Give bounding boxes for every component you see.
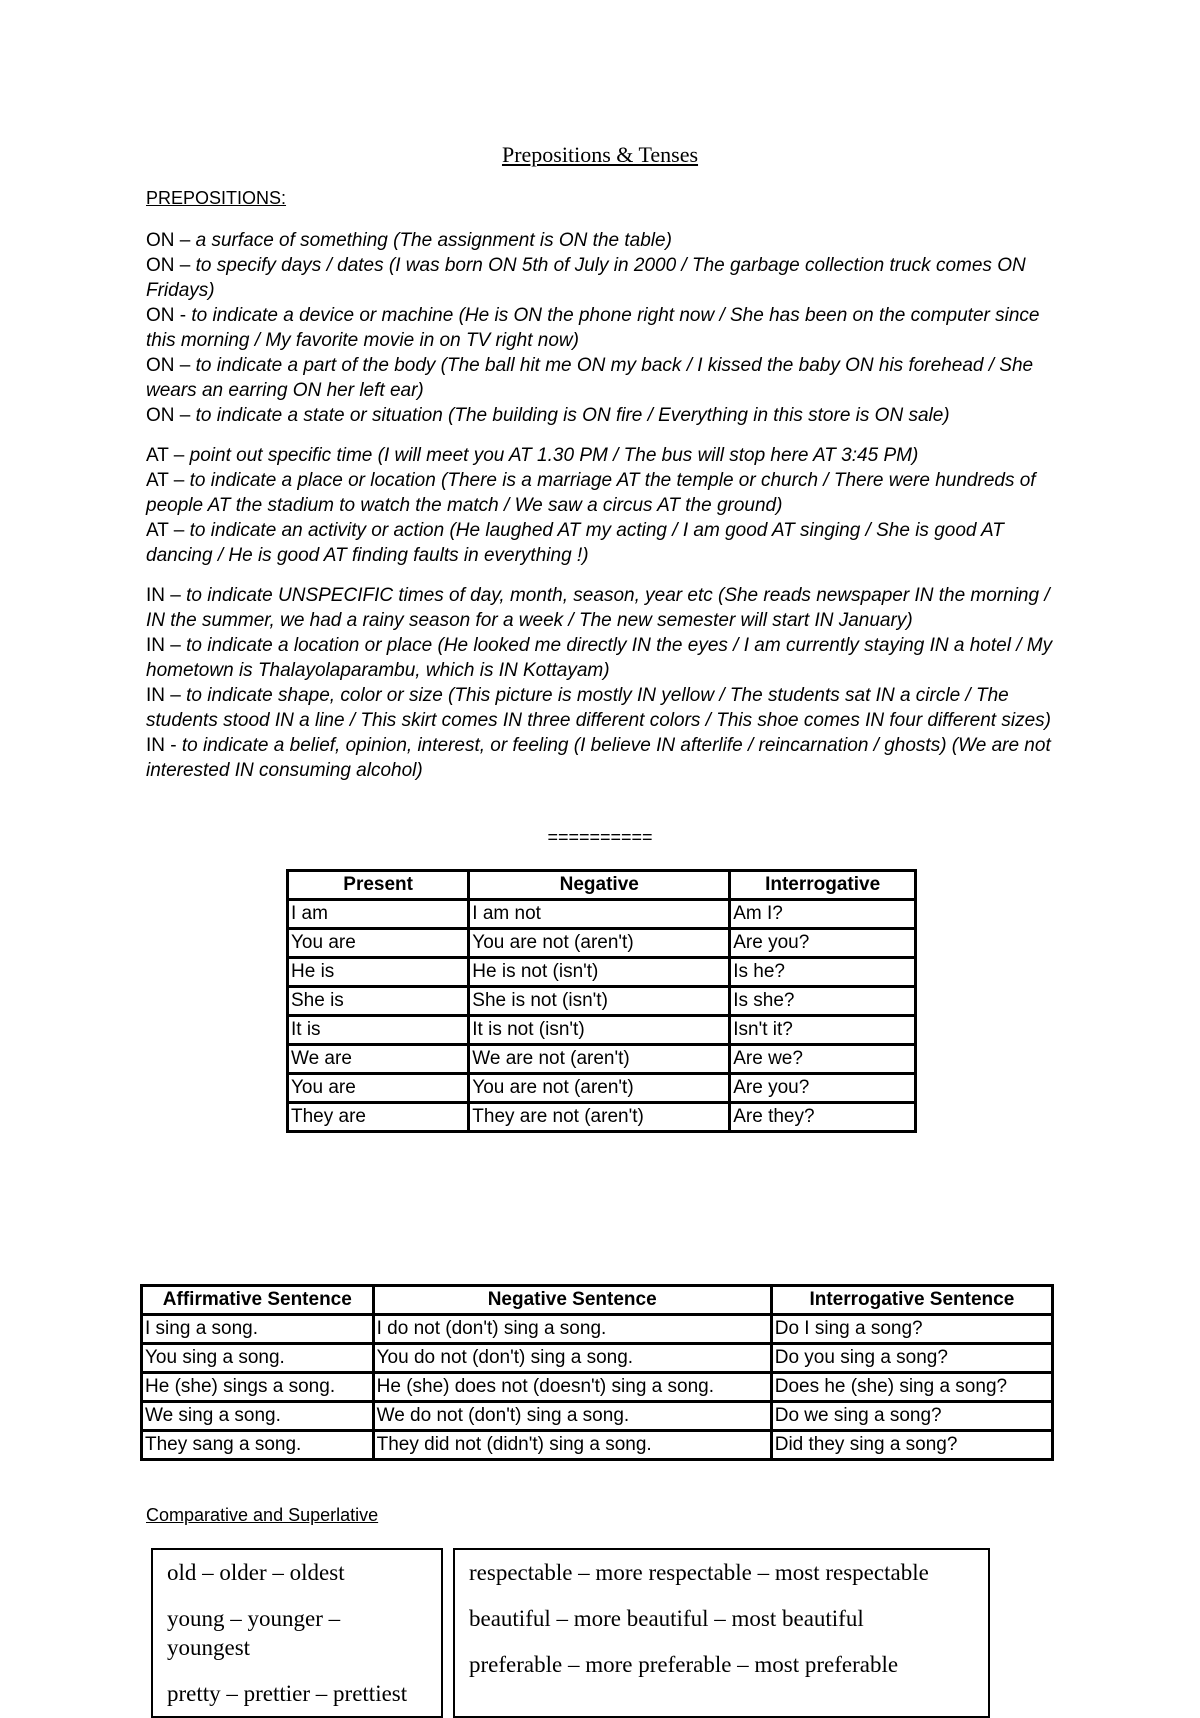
prep-definition: to indicate a place or location (There is a marriage AT the temple or church / There were hundreds of people AT the stadium to watch the match / We saw a circus AT the ground) bbox=[146, 470, 1036, 516]
comparative-entry: young – younger – youngest bbox=[167, 1606, 341, 1660]
prep-separator: - bbox=[165, 735, 182, 756]
prep-separator: – bbox=[174, 405, 196, 426]
table-cell: You are not (aren't) bbox=[469, 929, 730, 958]
prep-separator: – bbox=[165, 685, 187, 706]
prep-group bbox=[146, 228, 1066, 428]
table-cell: I am bbox=[288, 900, 469, 929]
table-cell: Do you sing a song? bbox=[771, 1344, 1052, 1373]
table-cell: We sing a song. bbox=[142, 1402, 374, 1431]
prep-word: AT bbox=[146, 520, 169, 541]
prep-definition: to indicate shape, color or size (This picture is mostly IN yellow / The students sat IN a circle / The students stood IN a line / This skirt comes IN three different colors / This shoe comes IN four different sizes) bbox=[146, 685, 1051, 731]
prep-line bbox=[146, 583, 1066, 633]
table-row bbox=[288, 900, 916, 929]
table-cell: Do we sing a song? bbox=[771, 1402, 1052, 1431]
table-cell: I am not bbox=[469, 900, 730, 929]
table-row bbox=[288, 1045, 916, 1074]
table-cell: You do not (don't) sing a song. bbox=[373, 1344, 771, 1373]
prep-separator: – bbox=[168, 520, 190, 541]
comparative-entry: old – older – oldest bbox=[167, 1560, 345, 1585]
prep-word: ON bbox=[146, 230, 175, 251]
prep-word: ON bbox=[146, 405, 175, 426]
page-title: Prepositions & Tenses bbox=[501, 142, 699, 167]
table-cell: Did they sing a song? bbox=[771, 1431, 1052, 1460]
column-header: Interrogative bbox=[730, 871, 916, 900]
table-cell: He is bbox=[288, 958, 469, 987]
table-row bbox=[288, 929, 916, 958]
prep-line bbox=[146, 443, 1066, 468]
table-cell: We are not (aren't) bbox=[469, 1045, 730, 1074]
table-row bbox=[142, 1431, 1053, 1460]
table-cell: We are bbox=[288, 1045, 469, 1074]
table-cell: They sang a song. bbox=[142, 1431, 374, 1460]
prep-word: IN bbox=[146, 685, 165, 706]
table-row bbox=[288, 958, 916, 987]
table-cell: Do I sing a song? bbox=[771, 1315, 1052, 1344]
prep-word: IN bbox=[146, 735, 165, 756]
prep-line bbox=[146, 683, 1066, 733]
column-header: Negative bbox=[469, 871, 730, 900]
prep-separator: – bbox=[165, 635, 187, 656]
comparative-entry: beautiful – more beautiful – most beautiful bbox=[469, 1606, 864, 1631]
comparative-entry: preferable – more preferable – most preferable bbox=[469, 1652, 899, 1677]
table-cell: Are we? bbox=[730, 1045, 916, 1074]
table-cell: They are bbox=[288, 1103, 469, 1132]
prepositions-heading: PREPOSITIONS: bbox=[146, 188, 287, 208]
table-cell: Isn't it? bbox=[730, 1016, 916, 1045]
prep-line bbox=[146, 518, 1066, 568]
prep-word: IN bbox=[146, 635, 165, 656]
table-row bbox=[288, 1103, 916, 1132]
prep-word: ON bbox=[146, 355, 175, 376]
column-header: Affirmative Sentence bbox=[142, 1286, 374, 1315]
comparative-box-left bbox=[151, 1548, 443, 1718]
table-cell: He (she) sings a song. bbox=[142, 1373, 374, 1402]
table-cell: Is she? bbox=[730, 987, 916, 1016]
tense-table bbox=[286, 869, 917, 1133]
table-cell: I sing a song. bbox=[142, 1315, 374, 1344]
comparative-entry: pretty – prettier – prettiest bbox=[167, 1681, 408, 1706]
table-row bbox=[288, 987, 916, 1016]
prepositions-list bbox=[146, 228, 1066, 798]
column-header: Interrogative Sentence bbox=[771, 1286, 1052, 1315]
table-row bbox=[288, 1016, 916, 1045]
prep-definition: a surface of something (The assignment is ON the table) bbox=[195, 230, 672, 251]
table-cell: You sing a song. bbox=[142, 1344, 374, 1373]
table-cell: Am I? bbox=[730, 900, 916, 929]
prep-definition: to indicate a belief, opinion, interest, or feeling (I believe IN afterlife / reincarnation / ghosts) (We are not interested IN consuming alcohol) bbox=[146, 735, 1051, 781]
table-cell: She is not (isn't) bbox=[469, 987, 730, 1016]
prep-separator: – bbox=[168, 470, 190, 491]
prep-word: ON bbox=[146, 305, 175, 326]
table-cell: He (she) does not (doesn't) sing a song. bbox=[373, 1373, 771, 1402]
prep-word: AT bbox=[146, 445, 169, 466]
table-cell: It is not (isn't) bbox=[469, 1016, 730, 1045]
table-row bbox=[142, 1315, 1053, 1344]
column-header: Negative Sentence bbox=[373, 1286, 771, 1315]
prep-separator: - bbox=[174, 305, 192, 326]
table-cell: Are they? bbox=[730, 1103, 916, 1132]
prep-line bbox=[146, 303, 1066, 353]
prep-separator: – bbox=[174, 355, 196, 376]
table-cell: She is bbox=[288, 987, 469, 1016]
table-cell: You are bbox=[288, 929, 469, 958]
table-row bbox=[142, 1402, 1053, 1431]
prep-group bbox=[146, 443, 1066, 568]
prep-word: ON bbox=[146, 255, 175, 276]
table-cell: I do not (don't) sing a song. bbox=[373, 1315, 771, 1344]
prep-definition: to indicate UNSPECIFIC times of day, month, season, year etc (She reads newspaper IN the morning / IN the summer, we had a rainy season for a week / The new semester will start IN January) bbox=[146, 585, 1050, 631]
table-cell: Is he? bbox=[730, 958, 916, 987]
prep-line bbox=[146, 468, 1066, 518]
table-cell: He is not (isn't) bbox=[469, 958, 730, 987]
table-cell: Are you? bbox=[730, 1074, 916, 1103]
prep-definition: to indicate a location or place (He looked me directly IN the eyes / I am currently staying IN a hotel / My hometown is Thalayolaparambu, which is IN Kottayam) bbox=[146, 635, 1053, 681]
table-cell: You are not (aren't) bbox=[469, 1074, 730, 1103]
prep-separator: – bbox=[168, 445, 190, 466]
prep-line bbox=[146, 403, 1066, 428]
prep-definition: to indicate a device or machine (He is ON the phone right now / She has been on the computer since this morning / My favorite movie in on TV right now) bbox=[146, 305, 1040, 351]
table-cell: It is bbox=[288, 1016, 469, 1045]
prep-definition: to specify days / dates (I was born ON 5th of July in 2000 / The garbage collection truck comes ON Fridays) bbox=[146, 255, 1026, 301]
comparative-heading: Comparative and Superlative bbox=[146, 1505, 379, 1525]
prep-definition: to indicate an activity or action (He laughed AT my acting / I am good AT singing / She is good AT dancing / He is good AT finding faults in everything !) bbox=[146, 520, 1004, 566]
prep-definition: point out specific time (I will meet you AT 1.30 PM / The bus will stop here AT 3:45 PM) bbox=[189, 445, 919, 466]
prep-group bbox=[146, 583, 1066, 783]
prep-word: AT bbox=[146, 470, 169, 491]
prep-separator: – bbox=[174, 255, 196, 276]
table-row bbox=[142, 1373, 1053, 1402]
prep-definition: to indicate a part of the body (The ball hit me ON my back / I kissed the baby ON his forehead / She wears an earring ON her left ear) bbox=[146, 355, 1034, 401]
table-cell: They are not (aren't) bbox=[469, 1103, 730, 1132]
comparative-box-right bbox=[453, 1548, 990, 1718]
table-row bbox=[142, 1344, 1053, 1373]
prep-separator: – bbox=[174, 230, 196, 251]
table-cell: They did not (didn't) sing a song. bbox=[373, 1431, 771, 1460]
prep-definition: to indicate a state or situation (The building is ON fire / Everything in this store is ON sale) bbox=[195, 405, 950, 426]
prep-line bbox=[146, 253, 1066, 303]
table-cell: We do not (don't) sing a song. bbox=[373, 1402, 771, 1431]
prep-line bbox=[146, 228, 1066, 253]
prep-word: IN bbox=[146, 585, 165, 606]
table-cell: Does he (she) sing a song? bbox=[771, 1373, 1052, 1402]
comparative-entry: respectable – more respectable – most respectable bbox=[469, 1560, 929, 1585]
prep-line bbox=[146, 633, 1066, 683]
prep-line bbox=[146, 353, 1066, 403]
table-cell: Are you? bbox=[730, 929, 916, 958]
table-cell: You are bbox=[288, 1074, 469, 1103]
table-row bbox=[288, 1074, 916, 1103]
column-header: Present bbox=[288, 871, 469, 900]
sentence-table bbox=[140, 1284, 1054, 1461]
divider: ========== bbox=[547, 827, 653, 847]
prep-separator: – bbox=[165, 585, 187, 606]
prep-line bbox=[146, 733, 1066, 783]
